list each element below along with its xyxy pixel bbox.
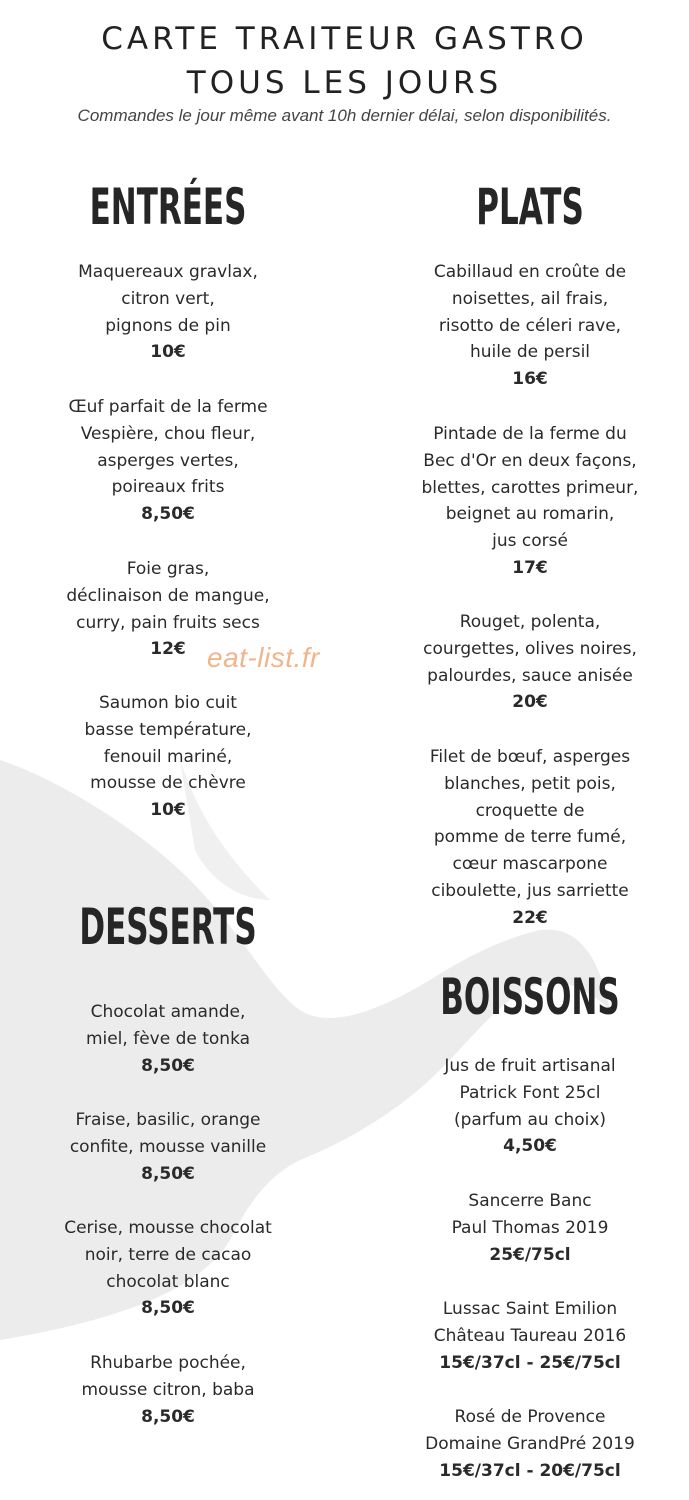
item-description: Rosé de Provence Domaine GrandPré 2019 bbox=[425, 1407, 635, 1454]
menu-item bbox=[370, 1404, 689, 1484]
item-price: 25€/75cl bbox=[489, 1244, 571, 1265]
menu-item bbox=[8, 1350, 328, 1430]
item-price: 20€ bbox=[512, 692, 548, 713]
item-description: Chocolat amande, miel, fève de tonka bbox=[85, 1002, 251, 1049]
menu-item bbox=[8, 1107, 328, 1187]
item-price: 17€ bbox=[512, 557, 548, 578]
watermark: eat-list.fr bbox=[207, 642, 320, 673]
item-price: 16€ bbox=[512, 369, 548, 390]
menu-item bbox=[8, 690, 328, 824]
page-subtitle: Commandes le jour même avant 10h dernier délai, selon disponibilités. bbox=[77, 106, 612, 125]
item-description: Sancerre Banc Paul Thomas 2019 bbox=[451, 1191, 609, 1238]
item-price: 4,50€ bbox=[503, 1136, 557, 1157]
page-title-line2: TOUS LES JOURS bbox=[186, 65, 503, 101]
menu-item bbox=[370, 609, 689, 716]
page-title: CARTE TRAITEUR GASTRO bbox=[101, 21, 588, 57]
item-price: 10€ bbox=[150, 342, 186, 363]
heading-plats: PLATS bbox=[476, 178, 584, 236]
menu-item bbox=[8, 999, 328, 1079]
menu-item bbox=[370, 1188, 689, 1268]
menu-item bbox=[370, 744, 689, 932]
menu-item bbox=[370, 1296, 689, 1376]
heading-boissons: BOISSONS bbox=[440, 968, 620, 1026]
item-description: Filet de bœuf, asperges blanches, petit pois, croquette de pomme de terre fumé, cœur mascarpone ciboulette, jus sarriette bbox=[429, 747, 631, 901]
heading-entrees: ENTRÉES bbox=[89, 178, 247, 236]
item-description: Rouget, polenta, courgettes, olives noires, palourdes, sauce anisée bbox=[423, 612, 637, 686]
menu-item bbox=[8, 394, 328, 528]
menu-item bbox=[370, 1053, 689, 1160]
item-description: Lussac Saint Emilion Château Taureau 2016 bbox=[433, 1299, 627, 1346]
item-description: Rhubarbe pochée, mousse citron, baba bbox=[81, 1353, 255, 1400]
item-price: 8,50€ bbox=[141, 1298, 195, 1319]
item-description: Œuf parfait de la ferme Vespière, chou fleur, asperges vertes, poireaux frits bbox=[68, 397, 268, 498]
item-description: Foie gras, déclinaison de mangue, curry, pain fruits secs bbox=[66, 559, 270, 633]
menu-item bbox=[8, 1215, 328, 1322]
item-price: 12€ bbox=[150, 639, 186, 660]
item-price: 15€/37cl - 20€/75cl bbox=[439, 1460, 621, 1481]
item-price: 15€/37cl - 25€/75cl bbox=[439, 1352, 621, 1373]
menu-item bbox=[370, 259, 689, 393]
heading-desserts: DESSERTS bbox=[79, 898, 257, 956]
item-price: 8,50€ bbox=[141, 1406, 195, 1427]
menu-item bbox=[370, 421, 689, 582]
item-description: Saumon bio cuit basse température, fenouil mariné, mousse de chèvre bbox=[84, 693, 252, 794]
item-price: 22€ bbox=[512, 907, 548, 928]
item-price: 8,50€ bbox=[141, 1163, 195, 1184]
item-description: Fraise, basilic, orange confite, mousse vanille bbox=[69, 1110, 267, 1157]
item-description: Cabillaud en croûte de noisettes, ail frais, risotto de céleri rave, huile de persil bbox=[433, 262, 627, 363]
item-price: 10€ bbox=[150, 800, 186, 821]
item-description: Maquereaux gravlax, citron vert, pignons de pin bbox=[78, 262, 258, 336]
item-description: Pintade de la ferme du Bec d'Or en deux façons, blettes, carottes primeur, beignet au romarin, jus corsé bbox=[421, 424, 639, 552]
item-price: 8,50€ bbox=[141, 504, 195, 525]
item-description: Jus de fruit artisanal Patrick Font 25cl (parfum au choix) bbox=[444, 1056, 616, 1130]
menu-item bbox=[8, 259, 328, 366]
item-description: Cerise, mousse chocolat noir, terre de cacao chocolat blanc bbox=[64, 1218, 272, 1292]
item-price: 8,50€ bbox=[141, 1055, 195, 1076]
